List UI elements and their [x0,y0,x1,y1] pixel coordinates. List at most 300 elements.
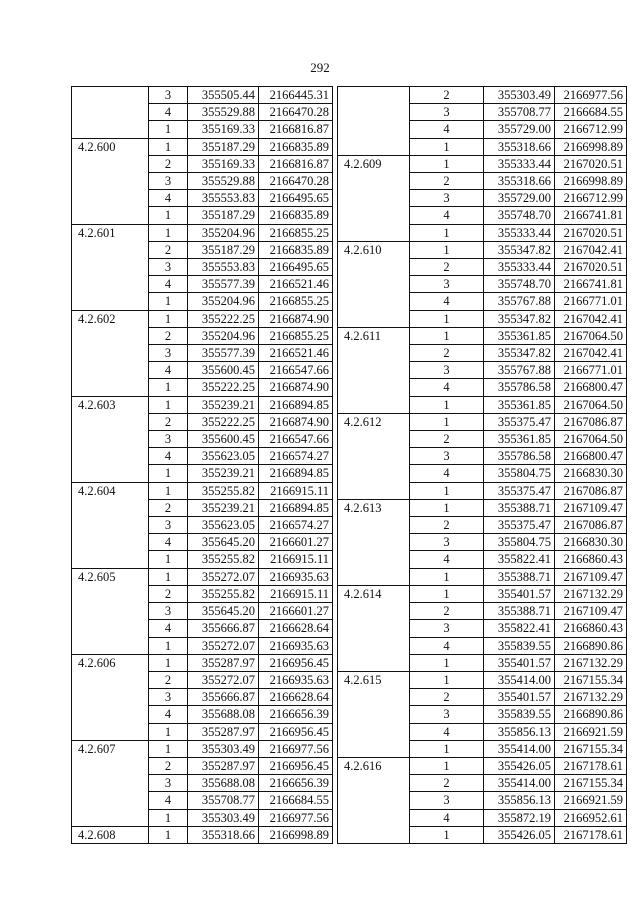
coordinate-x: 355287.97 [188,723,259,740]
coordinate-x: 355505.44 [188,87,259,104]
table-row [338,241,627,258]
point-number: 2 [149,671,188,688]
coordinate-y: 2166547.66 [259,362,333,379]
coordinate-x: 355272.07 [188,568,259,585]
coordinate-x: 355347.82 [484,310,555,327]
coordinate-y: 2166874.90 [259,310,333,327]
point-number: 1 [149,396,188,413]
coordinate-x: 355222.25 [188,310,259,327]
coordinate-x: 355708.77 [188,792,259,809]
section-number: 4.2.610 [338,241,410,327]
coordinate-x: 355767.88 [484,362,555,379]
coordinate-y: 2167132.29 [555,654,627,671]
coordinate-y: 2167178.61 [555,757,627,774]
point-number: 4 [410,551,484,568]
point-number: 1 [149,224,188,241]
table-row [338,585,627,602]
table-row [338,413,627,430]
coordinate-y: 2166894.85 [259,396,333,413]
point-number: 4 [410,637,484,654]
coordinate-x: 355272.07 [188,637,259,654]
point-number: 1 [149,138,188,155]
point-number: 1 [410,499,484,516]
point-number: 1 [410,568,484,585]
coordinate-x: 355303.49 [188,809,259,826]
point-number: 3 [410,448,484,465]
coordinate-y: 2167042.41 [555,310,627,327]
coordinate-y: 2166915.11 [259,551,333,568]
section-number: 4.2.611 [338,327,410,413]
coordinate-y: 2166860.43 [555,620,627,637]
point-number: 3 [149,173,188,190]
coordinate-x: 355856.13 [484,723,555,740]
coordinate-y: 2166835.89 [259,207,333,224]
coordinate-y: 2166521.46 [259,345,333,362]
point-number: 2 [410,87,484,104]
coordinate-x: 355375.47 [484,517,555,534]
coordinate-y: 2166470.28 [259,173,333,190]
table-row [338,327,627,344]
coordinate-x: 355169.33 [188,155,259,172]
point-number: 3 [410,534,484,551]
point-number: 4 [410,293,484,310]
table-row [72,87,333,104]
point-number: 1 [149,310,188,327]
section-number: 4.2.613 [338,499,410,585]
coordinate-y: 2166741.81 [555,276,627,293]
coordinate-y: 2167020.51 [555,155,627,172]
coordinate-y: 2167155.34 [555,775,627,792]
coordinate-x: 355729.00 [484,190,555,207]
coordinate-x: 355767.88 [484,293,555,310]
coordinate-x: 355255.82 [188,551,259,568]
point-number: 2 [410,517,484,534]
coordinate-x: 355822.41 [484,620,555,637]
coordinate-y: 2166601.27 [259,603,333,620]
point-number: 1 [410,654,484,671]
point-number: 1 [149,379,188,396]
coordinate-x: 355401.57 [484,585,555,602]
point-number: 1 [149,465,188,482]
table-row [72,482,333,499]
coordinate-x: 355187.29 [188,138,259,155]
coordinate-x: 355623.05 [188,517,259,534]
point-number: 2 [410,431,484,448]
coordinate-y: 2167042.41 [555,345,627,362]
coordinate-y: 2167064.50 [555,396,627,413]
coordinate-y: 2166935.63 [259,637,333,654]
page-number: 292 [310,60,330,75]
section-number: 4.2.608 [72,826,149,843]
coordinate-x: 355375.47 [484,482,555,499]
section-number [338,87,410,156]
coordinate-y: 2166977.56 [555,87,627,104]
coordinate-y: 2167086.87 [555,517,627,534]
point-number: 2 [410,603,484,620]
coordinate-y: 2166816.87 [259,121,333,138]
point-number: 1 [149,568,188,585]
coordinate-x: 355318.66 [188,826,259,843]
point-number: 4 [149,362,188,379]
point-number: 1 [149,826,188,843]
coordinate-x: 355187.29 [188,207,259,224]
coordinate-y: 2166574.27 [259,517,333,534]
point-number: 1 [410,585,484,602]
point-number: 1 [410,155,484,172]
coordinate-x: 355600.45 [188,362,259,379]
table-row [338,671,627,688]
point-number: 1 [410,740,484,757]
coordinate-x: 355804.75 [484,534,555,551]
coordinate-x: 355361.85 [484,327,555,344]
coordinate-y: 2166445.31 [259,87,333,104]
point-number: 1 [149,723,188,740]
point-number: 1 [149,121,188,138]
coordinate-y: 2166956.45 [259,757,333,774]
section-number: 4.2.602 [72,310,149,396]
coordinate-x: 355577.39 [188,345,259,362]
table-row [338,757,627,774]
coordinate-y: 2166921.59 [555,723,627,740]
coordinate-y: 2166890.86 [555,706,627,723]
point-number: 1 [149,809,188,826]
point-number: 1 [149,740,188,757]
coordinate-x: 355388.71 [484,568,555,585]
coordinate-y: 2167086.87 [555,413,627,430]
point-number: 2 [149,499,188,516]
table-row [72,138,333,155]
point-number: 3 [149,345,188,362]
coordinate-x: 355239.21 [188,499,259,516]
point-number: 3 [410,104,484,121]
section-number: 4.2.604 [72,482,149,568]
point-number: 3 [410,620,484,637]
coordinate-x: 355272.07 [188,671,259,688]
section-number: 4.2.606 [72,654,149,740]
coordinate-x: 355748.70 [484,207,555,224]
coordinate-x: 355645.20 [188,603,259,620]
coordinate-x: 355708.77 [484,104,555,121]
point-number: 1 [410,826,484,843]
coordinate-y: 2166495.65 [259,190,333,207]
section-number: 4.2.605 [72,568,149,654]
coordinate-x: 355222.25 [188,413,259,430]
point-number: 3 [410,706,484,723]
coordinate-y: 2167020.51 [555,224,627,241]
point-number: 1 [410,241,484,258]
table-row [72,310,333,327]
coordinate-x: 355361.85 [484,431,555,448]
coordinate-x: 355414.00 [484,775,555,792]
coordinate-y: 2167064.50 [555,327,627,344]
coordinate-y: 2167155.34 [555,740,627,757]
point-number: 1 [410,396,484,413]
coordinate-x: 355169.33 [188,121,259,138]
point-number: 2 [410,689,484,706]
coordinate-y: 2167086.87 [555,482,627,499]
coordinate-y: 2166835.89 [259,138,333,155]
coordinate-y: 2166547.66 [259,431,333,448]
coordinate-y: 2166495.65 [259,259,333,276]
point-number: 4 [149,534,188,551]
coordinate-x: 355529.88 [188,104,259,121]
coordinate-x: 355388.71 [484,499,555,516]
point-number: 4 [410,379,484,396]
coordinate-y: 2166712.99 [555,190,627,207]
table-row [338,87,627,104]
coordinate-y: 2166574.27 [259,448,333,465]
coordinate-y: 2166977.56 [259,809,333,826]
coordinate-x: 355347.82 [484,345,555,362]
coordinate-x: 355729.00 [484,121,555,138]
point-number: 3 [149,517,188,534]
point-number: 3 [410,276,484,293]
coordinate-x: 355239.21 [188,396,259,413]
coordinate-y: 2166935.63 [259,568,333,585]
coordinate-x: 355204.96 [188,293,259,310]
coordinate-y: 2166894.85 [259,465,333,482]
point-number: 3 [149,689,188,706]
coordinate-x: 355287.97 [188,757,259,774]
coordinate-y: 2166628.64 [259,620,333,637]
coordinate-y: 2166800.47 [555,379,627,396]
point-number: 2 [410,173,484,190]
point-number: 2 [149,155,188,172]
coordinate-x: 355623.05 [188,448,259,465]
table-row [72,568,333,585]
point-number: 4 [149,620,188,637]
point-number: 4 [410,465,484,482]
point-number: 1 [149,654,188,671]
point-number: 2 [149,327,188,344]
coordinate-y: 2166874.90 [259,413,333,430]
coordinate-y: 2166521.46 [259,276,333,293]
table-row [72,826,333,843]
coordinate-x: 355401.57 [484,689,555,706]
point-number: 3 [149,775,188,792]
coordinate-x: 355303.49 [188,740,259,757]
coordinate-y: 2166998.89 [555,173,627,190]
coordinate-y: 2167042.41 [555,241,627,258]
coordinate-x: 355239.21 [188,465,259,482]
coordinate-y: 2167178.61 [555,826,627,843]
coordinate-x: 355255.82 [188,482,259,499]
point-number: 3 [410,792,484,809]
point-number: 4 [410,809,484,826]
point-number: 1 [410,482,484,499]
point-number: 1 [410,757,484,774]
point-number: 1 [149,207,188,224]
point-number: 1 [410,310,484,327]
coordinate-x: 355414.00 [484,671,555,688]
coordinate-y: 2166956.45 [259,723,333,740]
coordinate-x: 355361.85 [484,396,555,413]
coordinate-y: 2166894.85 [259,499,333,516]
coordinate-y: 2166855.25 [259,224,333,241]
coordinate-x: 355333.44 [484,155,555,172]
point-number: 1 [410,413,484,430]
coordinate-y: 2167020.51 [555,259,627,276]
coordinate-x: 355375.47 [484,413,555,430]
point-number: 3 [149,259,188,276]
coordinate-x: 355645.20 [188,534,259,551]
coordinate-y: 2167109.47 [555,568,627,585]
coordinate-y: 2166800.47 [555,448,627,465]
coordinate-x: 355318.66 [484,173,555,190]
point-number: 4 [410,723,484,740]
coordinate-y: 2167109.47 [555,499,627,516]
section-number [72,87,149,139]
point-number: 2 [410,775,484,792]
coordinate-y: 2167064.50 [555,431,627,448]
section-number: 4.2.615 [338,671,410,757]
coordinate-x: 355666.87 [188,620,259,637]
coordinate-x: 355688.08 [188,775,259,792]
section-number: 4.2.600 [72,138,149,224]
coordinate-x: 355333.44 [484,224,555,241]
coordinate-x: 355553.83 [188,259,259,276]
coordinate-y: 2166816.87 [259,155,333,172]
point-number: 2 [149,241,188,258]
coordinate-y: 2166998.89 [555,138,627,155]
coordinate-y: 2166771.01 [555,362,627,379]
coordinate-y: 2166956.45 [259,654,333,671]
coordinate-y: 2166915.11 [259,482,333,499]
coordinate-x: 355688.08 [188,706,259,723]
point-number: 4 [149,448,188,465]
coordinate-x: 355822.41 [484,551,555,568]
point-number: 1 [410,224,484,241]
point-number: 4 [149,276,188,293]
coordinate-y: 2166830.30 [555,534,627,551]
point-number: 3 [149,431,188,448]
coordinate-y: 2166830.30 [555,465,627,482]
coordinate-y: 2166855.25 [259,327,333,344]
coordinate-y: 2166601.27 [259,534,333,551]
point-number: 1 [149,482,188,499]
coordinate-x: 355804.75 [484,465,555,482]
coordinate-y: 2166684.55 [555,104,627,121]
coordinate-y: 2166855.25 [259,293,333,310]
point-number: 3 [410,190,484,207]
point-number: 3 [410,362,484,379]
coordinate-x: 355577.39 [188,276,259,293]
coordinate-x: 355786.58 [484,379,555,396]
coordinate-y: 2167132.29 [555,689,627,706]
point-number: 2 [149,413,188,430]
coordinate-y: 2166656.39 [259,775,333,792]
coordinate-y: 2166656.39 [259,706,333,723]
coordinate-x: 355255.82 [188,585,259,602]
coordinate-y: 2167132.29 [555,585,627,602]
coordinate-x: 355388.71 [484,603,555,620]
coordinate-y: 2166998.89 [259,826,333,843]
table-row [72,740,333,757]
section-number: 4.2.607 [72,740,149,826]
point-number: 1 [410,327,484,344]
coordinate-x: 355204.96 [188,327,259,344]
coordinate-x: 355401.57 [484,654,555,671]
coordinate-x: 355872.19 [484,809,555,826]
point-number: 4 [149,104,188,121]
coordinate-x: 355303.49 [484,87,555,104]
coordinate-x: 355318.66 [484,138,555,155]
coordinate-y: 2166874.90 [259,379,333,396]
coordinate-x: 355529.88 [188,173,259,190]
coordinate-y: 2167155.34 [555,671,627,688]
coordinate-y: 2166771.01 [555,293,627,310]
coordinate-x: 355786.58 [484,448,555,465]
section-number: 4.2.609 [338,155,410,241]
table-row [72,654,333,671]
section-number: 4.2.614 [338,585,410,671]
coordinates-table-right [337,86,627,844]
coordinates-table-left [71,86,333,844]
coordinate-x: 355426.05 [484,757,555,774]
coordinate-x: 355414.00 [484,740,555,757]
table-row [72,396,333,413]
point-number: 4 [410,207,484,224]
point-number: 4 [149,190,188,207]
table-row [338,155,627,172]
coordinate-y: 2166915.11 [259,585,333,602]
coordinate-x: 355187.29 [188,241,259,258]
coordinate-x: 355222.25 [188,379,259,396]
point-number: 1 [149,293,188,310]
coordinate-y: 2166470.28 [259,104,333,121]
table-row [72,224,333,241]
coordinate-x: 355839.55 [484,637,555,654]
coordinate-y: 2166890.86 [555,637,627,654]
coordinate-x: 355204.96 [188,224,259,241]
point-number: 1 [149,551,188,568]
coordinate-y: 2166835.89 [259,241,333,258]
coordinate-x: 355426.05 [484,826,555,843]
coordinate-y: 2166712.99 [555,121,627,138]
section-number: 4.2.612 [338,413,410,499]
coordinate-x: 355748.70 [484,276,555,293]
section-number: 4.2.603 [72,396,149,482]
coordinate-y: 2167109.47 [555,603,627,620]
coordinate-x: 355333.44 [484,259,555,276]
coordinate-x: 355600.45 [188,431,259,448]
section-number: 4.2.616 [338,757,410,843]
coordinate-y: 2166935.63 [259,671,333,688]
coordinate-y: 2166684.55 [259,792,333,809]
section-number: 4.2.601 [72,224,149,310]
coordinate-y: 2166741.81 [555,207,627,224]
coordinate-y: 2166977.56 [259,740,333,757]
coordinate-x: 355666.87 [188,689,259,706]
coordinate-x: 355856.13 [484,792,555,809]
point-number: 4 [410,121,484,138]
point-number: 1 [410,138,484,155]
coordinate-y: 2166628.64 [259,689,333,706]
coordinate-x: 355287.97 [188,654,259,671]
coordinate-y: 2166860.43 [555,551,627,568]
point-number: 3 [149,87,188,104]
point-number: 4 [149,706,188,723]
point-number: 3 [149,603,188,620]
point-number: 1 [410,671,484,688]
point-number: 2 [410,345,484,362]
table-row [338,499,627,516]
point-number: 2 [149,585,188,602]
point-number: 2 [149,757,188,774]
coordinate-y: 2166921.59 [555,792,627,809]
point-number: 4 [149,792,188,809]
point-number: 1 [149,637,188,654]
